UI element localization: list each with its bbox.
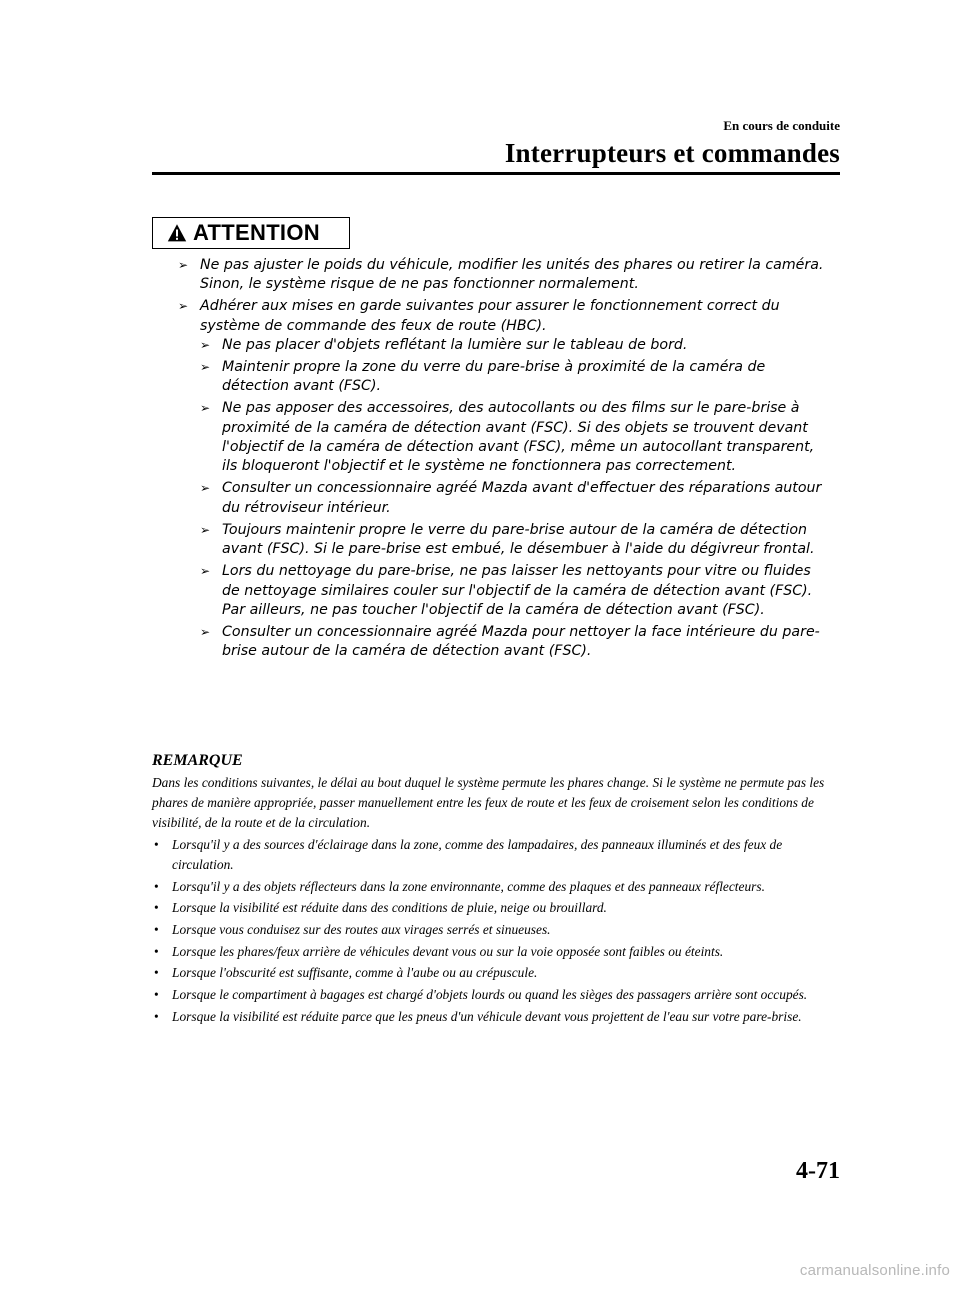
- warning-triangle-icon: [167, 223, 187, 243]
- attention-list: [178, 256, 833, 664]
- remarque-item-text: Lorsque la visibilité est réduite dans des conditions de pluie, neige ou brouillard.: [172, 900, 607, 916]
- bullet-dot-icon: •: [154, 943, 159, 959]
- attention-sub-item-text: Maintenir propre la zone du verre du pare-brise à proximité de la caméra de détection avant (FSC).: [222, 359, 766, 395]
- remarque-title: REMARQUE: [152, 752, 243, 769]
- attention-sub-item: [200, 358, 833, 397]
- remarque-item: [152, 963, 832, 983]
- bullet-dot-icon: •: [154, 837, 159, 852]
- page-header: [505, 118, 840, 169]
- attention-sub-item: [200, 336, 833, 355]
- attention-item-text: Ne pas ajuster le poids du véhicule, modifier les unités des phares ou retirer la caméra. Sinon, le système risque de ne pas fonctionner normalement.: [200, 257, 824, 293]
- remarque-section: [152, 752, 832, 1029]
- attention-sub-item-text: Lors du nettoyage du pare-brise, ne pas laisser les nettoyants pour vitre ou fluides de nettoyage similaires couler sur l'objectif de la caméra de détection avant (FSC). Par ailleurs, ne pas toucher l'objectif de la caméra de détection avant (FSC).: [222, 563, 813, 618]
- arrow-bullet-icon: ➢: [178, 299, 189, 314]
- bullet-dot-icon: •: [154, 965, 159, 981]
- attention-sub-item: [200, 479, 833, 518]
- attention-sub-item: [200, 562, 833, 620]
- bullet-dot-icon: •: [154, 900, 159, 916]
- remarque-item-text: Lorsqu'il y a des sources d'éclairage dans la zone, comme des lampadaires, des panneaux illuminés et des feux de circulation.: [172, 837, 783, 872]
- attention-sub-item-text: Ne pas placer d'objets reflétant la lumière sur le tableau de bord.: [222, 336, 688, 353]
- attention-sub-item-text: Ne pas apposer des accessoires, des autocollants ou des films sur le pare-brise à proximité de la caméra de détection avant (FSC). Si des objets se trouvent devant l'objectif de la caméra de détection avant (FSC), même un autocollant transparent, ils bloqueront l'objectif et le système ne fonctionnera pas correctement.: [222, 400, 815, 475]
- arrow-bullet-icon: ➢: [200, 624, 211, 639]
- bullet-dot-icon: •: [154, 987, 159, 1003]
- attention-sub-item-text: Consulter un concessionnaire agréé Mazda avant d'effectuer des réparations autour du rétroviseur intérieur.: [222, 480, 822, 516]
- remarque-item-text: Lorsqu'il y a des objets réflecteurs dans la zone environnante, comme des plaques et des panneaux réflecteurs.: [172, 878, 765, 894]
- remarque-list: [152, 835, 832, 1027]
- attention-item: [178, 256, 833, 295]
- arrow-bullet-icon: ➢: [200, 481, 211, 496]
- arrow-bullet-icon: ➢: [200, 564, 211, 579]
- arrow-bullet-icon: ➢: [200, 337, 211, 352]
- remarque-item: [152, 1007, 832, 1027]
- arrow-bullet-icon: ➢: [200, 401, 211, 416]
- remarque-item: [152, 835, 832, 875]
- attention-item-text: Adhérer aux mises en garde suivantes pour assurer le fonctionnement correct du système de commande des feux de route (HBC).: [200, 298, 780, 334]
- remarque-intro: Dans les conditions suivantes, le délai au bout duquel le système permute les phares change. Si le système ne permute pas les phares de manière appropriée, passer manuellement entre les feux de route et les feux de croisement selon les conditions de visibilité, de la route et de la circulation.: [152, 775, 825, 830]
- attention-sub-item-text: Toujours maintenir propre le verre du pare-brise autour de la caméra de détection avant (FSC). Si le pare-brise est embué, le désembuer à l'aide du dégivreur frontal.: [222, 521, 815, 558]
- attention-sub-list: [200, 336, 833, 662]
- attention-sub-item-text: Consulter un concessionnaire agréé Mazda pour nettoyer la face intérieure du pare-brise autour de la caméra de détection avant (FSC).: [222, 623, 820, 660]
- chapter-title: Interrupteurs et commandes: [504, 138, 840, 168]
- remarque-item-text: Lorsque les phares/feux arrière de véhicules devant vous ou sur la voie opposée sont faibles ou éteints.: [172, 943, 724, 959]
- remarque-item: [152, 985, 832, 1005]
- remarque-item-text: Lorsque vous conduisez sur des routes aux virages serrés et sinueuses.: [172, 922, 551, 938]
- arrow-bullet-icon: ➢: [200, 360, 211, 375]
- arrow-bullet-icon: ➢: [200, 522, 211, 537]
- remarque-item: [152, 920, 832, 940]
- arrow-bullet-icon: ➢: [178, 258, 189, 272]
- remarque-item-text: Lorsque la visibilité est réduite parce que les pneus d'un véhicule devant vous projettent de l'eau sur votre pare-brise.: [172, 1008, 802, 1024]
- remarque-item-text: Lorsque l'obscurité est suffisante, comme à l'aube ou au crépuscule.: [172, 965, 538, 981]
- page-number: 4-71: [796, 1158, 840, 1184]
- bullet-dot-icon: •: [154, 922, 159, 938]
- bullet-dot-icon: •: [154, 1008, 159, 1024]
- section-label: En cours de conduite: [723, 118, 840, 133]
- remarque-item-text: Lorsque le compartiment à bagages est chargé d'objets lourds ou quand les sièges des passagers arrière sont occupés.: [172, 987, 808, 1003]
- remarque-item: [152, 942, 832, 962]
- attention-sub-item: [200, 623, 833, 662]
- attention-sub-item: [200, 521, 833, 560]
- header-rule: [152, 172, 840, 175]
- bullet-dot-icon: •: [154, 878, 159, 894]
- attention-box: [152, 217, 350, 249]
- watermark: carmanualsonline.info: [799, 1262, 950, 1279]
- remarque-item: [152, 898, 832, 918]
- attention-item: [178, 297, 833, 661]
- attention-label: ATTENTION: [193, 220, 320, 245]
- attention-sub-item: [200, 399, 833, 476]
- remarque-item: [152, 877, 832, 897]
